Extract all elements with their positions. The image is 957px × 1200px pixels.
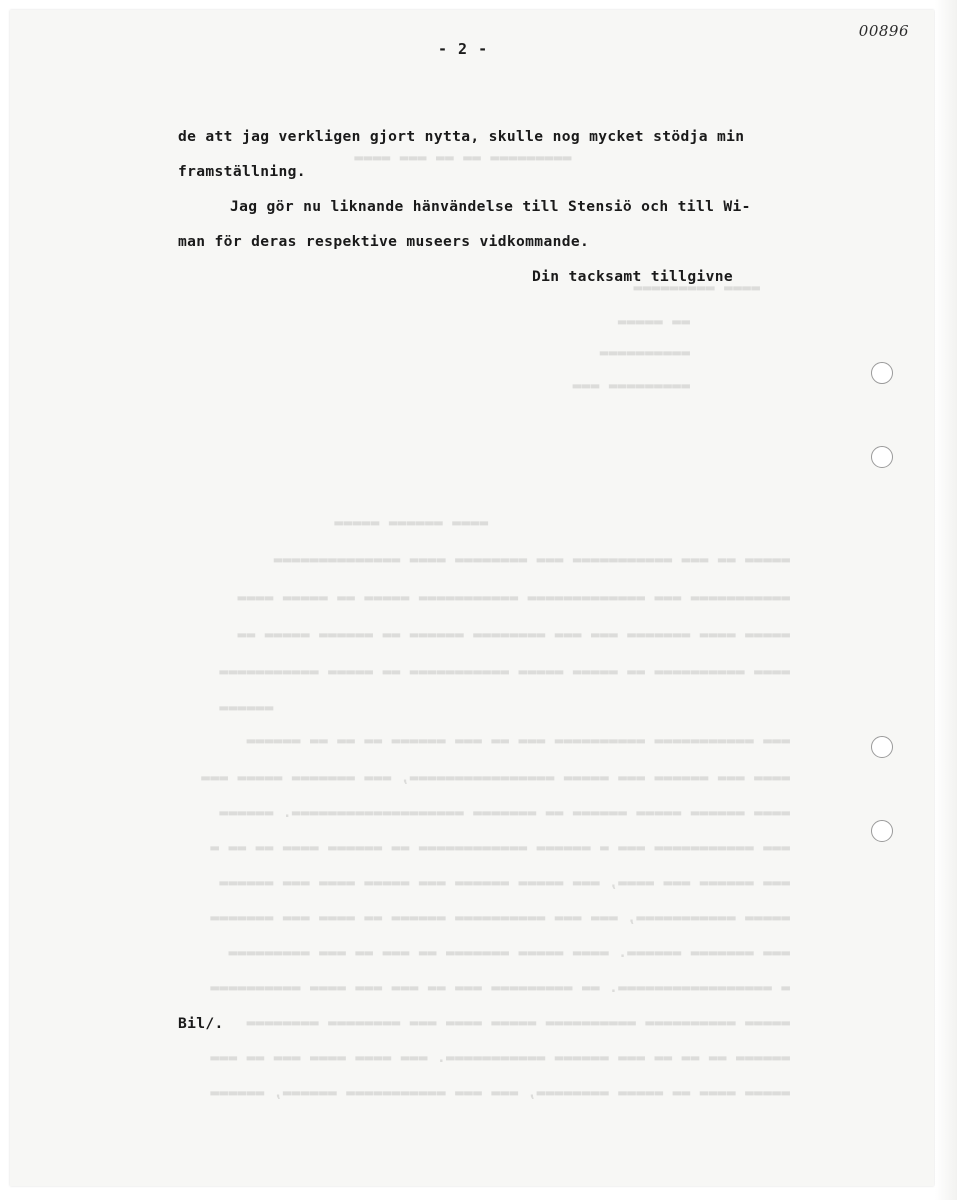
punch-hole	[871, 736, 893, 758]
enclosure-note: Bil/.	[178, 1015, 224, 1032]
punch-hole	[871, 820, 893, 842]
body-line: man för deras respektive museers vidkommande.	[178, 233, 590, 250]
page-number: - 2 -	[438, 40, 489, 58]
closing-salutation: Din tacksamt tillgivne	[532, 268, 733, 285]
body-line: Jag gör nu liknande hänvändelse till Stensiö och till Wi-	[230, 198, 751, 215]
punch-hole	[871, 446, 893, 468]
page-edge	[935, 0, 957, 1200]
archive-number: 00896	[858, 22, 909, 40]
punch-hole	[871, 362, 893, 384]
body-line: framställning.	[178, 163, 306, 180]
body-line: de att jag verkligen gjort nytta, skulle nog mycket stödja min	[178, 128, 745, 145]
